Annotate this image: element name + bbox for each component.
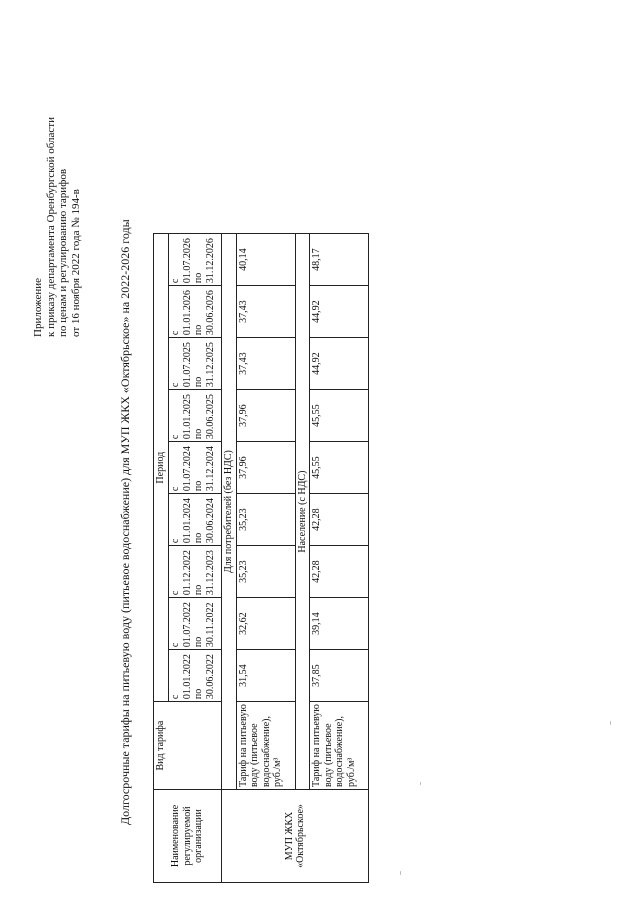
period-to: по xyxy=(193,324,204,336)
tariff-kind-cell xyxy=(236,702,295,790)
scan-speck xyxy=(400,871,401,875)
period-end: 30.06.2026 xyxy=(204,290,216,336)
tariff-value: 35,23 xyxy=(236,494,295,546)
document-title: Долгосрочные тарифы на питьевую воду (питьевое водоснабжение) для МУП ЖКХ «Октябрьское» на 2022-2026 годы xyxy=(118,219,132,825)
period-end: 30.06.2022 xyxy=(204,654,216,700)
period-start: 01.01.2022 xyxy=(181,654,193,700)
tariff-value: 42,28 xyxy=(310,494,369,546)
header-row-1 xyxy=(154,234,169,883)
period-from: с xyxy=(170,330,181,336)
group-label: Для потребителей (без НДС) xyxy=(222,234,237,790)
period-from: с xyxy=(170,642,181,648)
tariff-value: 48,17 xyxy=(310,234,369,286)
period-from: с xyxy=(170,278,181,284)
tariff-kind-cell xyxy=(310,702,369,790)
tariff-kind-line: воду (питьевое xyxy=(249,723,260,787)
tariff-value: 45,55 xyxy=(310,390,369,442)
group-label: Население (с НДС) xyxy=(295,234,310,790)
tariff-kind-line: руб./м³ xyxy=(272,757,283,787)
period-cell xyxy=(169,442,222,494)
group-label-row xyxy=(295,234,310,883)
period-start: 01.07.2026 xyxy=(181,238,193,284)
header-period: Период xyxy=(154,234,169,702)
header-kind: Вид тарифа xyxy=(154,702,222,790)
tariff-kind-line: Тариф на питьевую xyxy=(311,704,322,787)
period-end: 31.12.2026 xyxy=(204,238,216,284)
tariff-kind-line: водоснабжение), xyxy=(260,716,272,787)
tariff-value: 32,62 xyxy=(236,598,295,650)
tariff-value: 37,96 xyxy=(236,442,295,494)
tariff-kind-line: Тариф на питьевую xyxy=(237,704,249,787)
period-start: 01.12.2022 xyxy=(181,550,193,596)
period-from: с xyxy=(170,382,181,388)
period-to: по xyxy=(193,480,204,492)
header-org-line: Наименование xyxy=(170,804,182,868)
tariff-value: 39,14 xyxy=(310,598,369,650)
period-from: с xyxy=(170,590,181,596)
tariff-kind-line: руб./м³ xyxy=(345,757,357,787)
appendix-block xyxy=(32,37,82,337)
period-to: по xyxy=(193,584,204,596)
period-cell xyxy=(169,286,222,338)
period-to: по xyxy=(193,428,204,440)
period-cell xyxy=(169,494,222,546)
period-start: 01.07.2022 xyxy=(181,602,193,648)
tariff-value: 31,54 xyxy=(236,650,295,702)
org-name-line: «Октябрьское» xyxy=(295,804,306,868)
period-end: 31.12.2023 xyxy=(204,550,216,596)
period-from: с xyxy=(170,538,181,544)
tariff-value: 35,23 xyxy=(236,546,295,598)
tariff-value: 37,96 xyxy=(236,390,295,442)
period-to: по xyxy=(193,688,204,700)
header-org xyxy=(154,790,222,883)
period-start: 01.07.2025 xyxy=(181,342,193,388)
org-name-cell xyxy=(222,790,369,883)
appendix-line-4: от 16 ноября 2022 года № 194-в xyxy=(69,189,82,337)
period-cell xyxy=(169,546,222,598)
tariff-value: 42,28 xyxy=(310,546,369,598)
header-org-line: организации xyxy=(193,809,205,863)
tariff-table xyxy=(153,233,369,883)
tariff-value: 40,14 xyxy=(236,234,295,286)
period-from: с xyxy=(170,434,181,440)
period-start: 01.01.2024 xyxy=(181,498,193,544)
tariff-value: 44,92 xyxy=(310,338,369,390)
tariff-kind-line: воду (питьевое xyxy=(322,723,334,787)
header-org-line: регулируемой xyxy=(181,806,193,866)
period-cell xyxy=(169,234,222,286)
period-cell xyxy=(169,390,222,442)
period-to: по xyxy=(193,376,204,388)
tariff-value: 37,85 xyxy=(310,650,369,702)
period-end: 31.12.2025 xyxy=(204,342,216,388)
appendix-line-3: по ценам и регулированию тарифов xyxy=(57,168,69,337)
period-end: 30.06.2024 xyxy=(204,498,216,544)
period-start: 01.01.2025 xyxy=(181,394,193,440)
tariff-row xyxy=(236,234,295,883)
period-start: 01.01.2026 xyxy=(181,290,193,336)
tariff-kind-line: водоснабжение), xyxy=(334,716,345,787)
scan-speck xyxy=(420,782,421,785)
period-to: по xyxy=(193,532,204,544)
tariff-value: 44,92 xyxy=(310,286,369,338)
period-end: 30.11.2022 xyxy=(204,602,216,648)
tariff-value: 45,55 xyxy=(310,442,369,494)
period-start: 01.07.2024 xyxy=(181,446,193,492)
period-to: по xyxy=(193,272,204,284)
period-cell xyxy=(169,650,222,702)
period-to: по xyxy=(193,636,204,648)
appendix-line-1: Приложение xyxy=(32,277,44,337)
scan-speck xyxy=(610,721,611,725)
period-end: 30.06.2025 xyxy=(204,394,216,440)
tariff-value: 37,43 xyxy=(236,286,295,338)
period-from: с xyxy=(170,486,181,492)
period-cell xyxy=(169,338,222,390)
tariff-row xyxy=(310,234,369,883)
period-cell xyxy=(169,598,222,650)
appendix-line-2: к приказу департамента Оренбургской области xyxy=(44,117,57,337)
period-from: с xyxy=(170,694,181,700)
period-end: 31.12.2024 xyxy=(204,446,216,492)
group-label-row xyxy=(222,234,237,883)
org-name-line: МУП ЖКХ xyxy=(283,811,295,861)
tariff-value: 37,43 xyxy=(236,338,295,390)
